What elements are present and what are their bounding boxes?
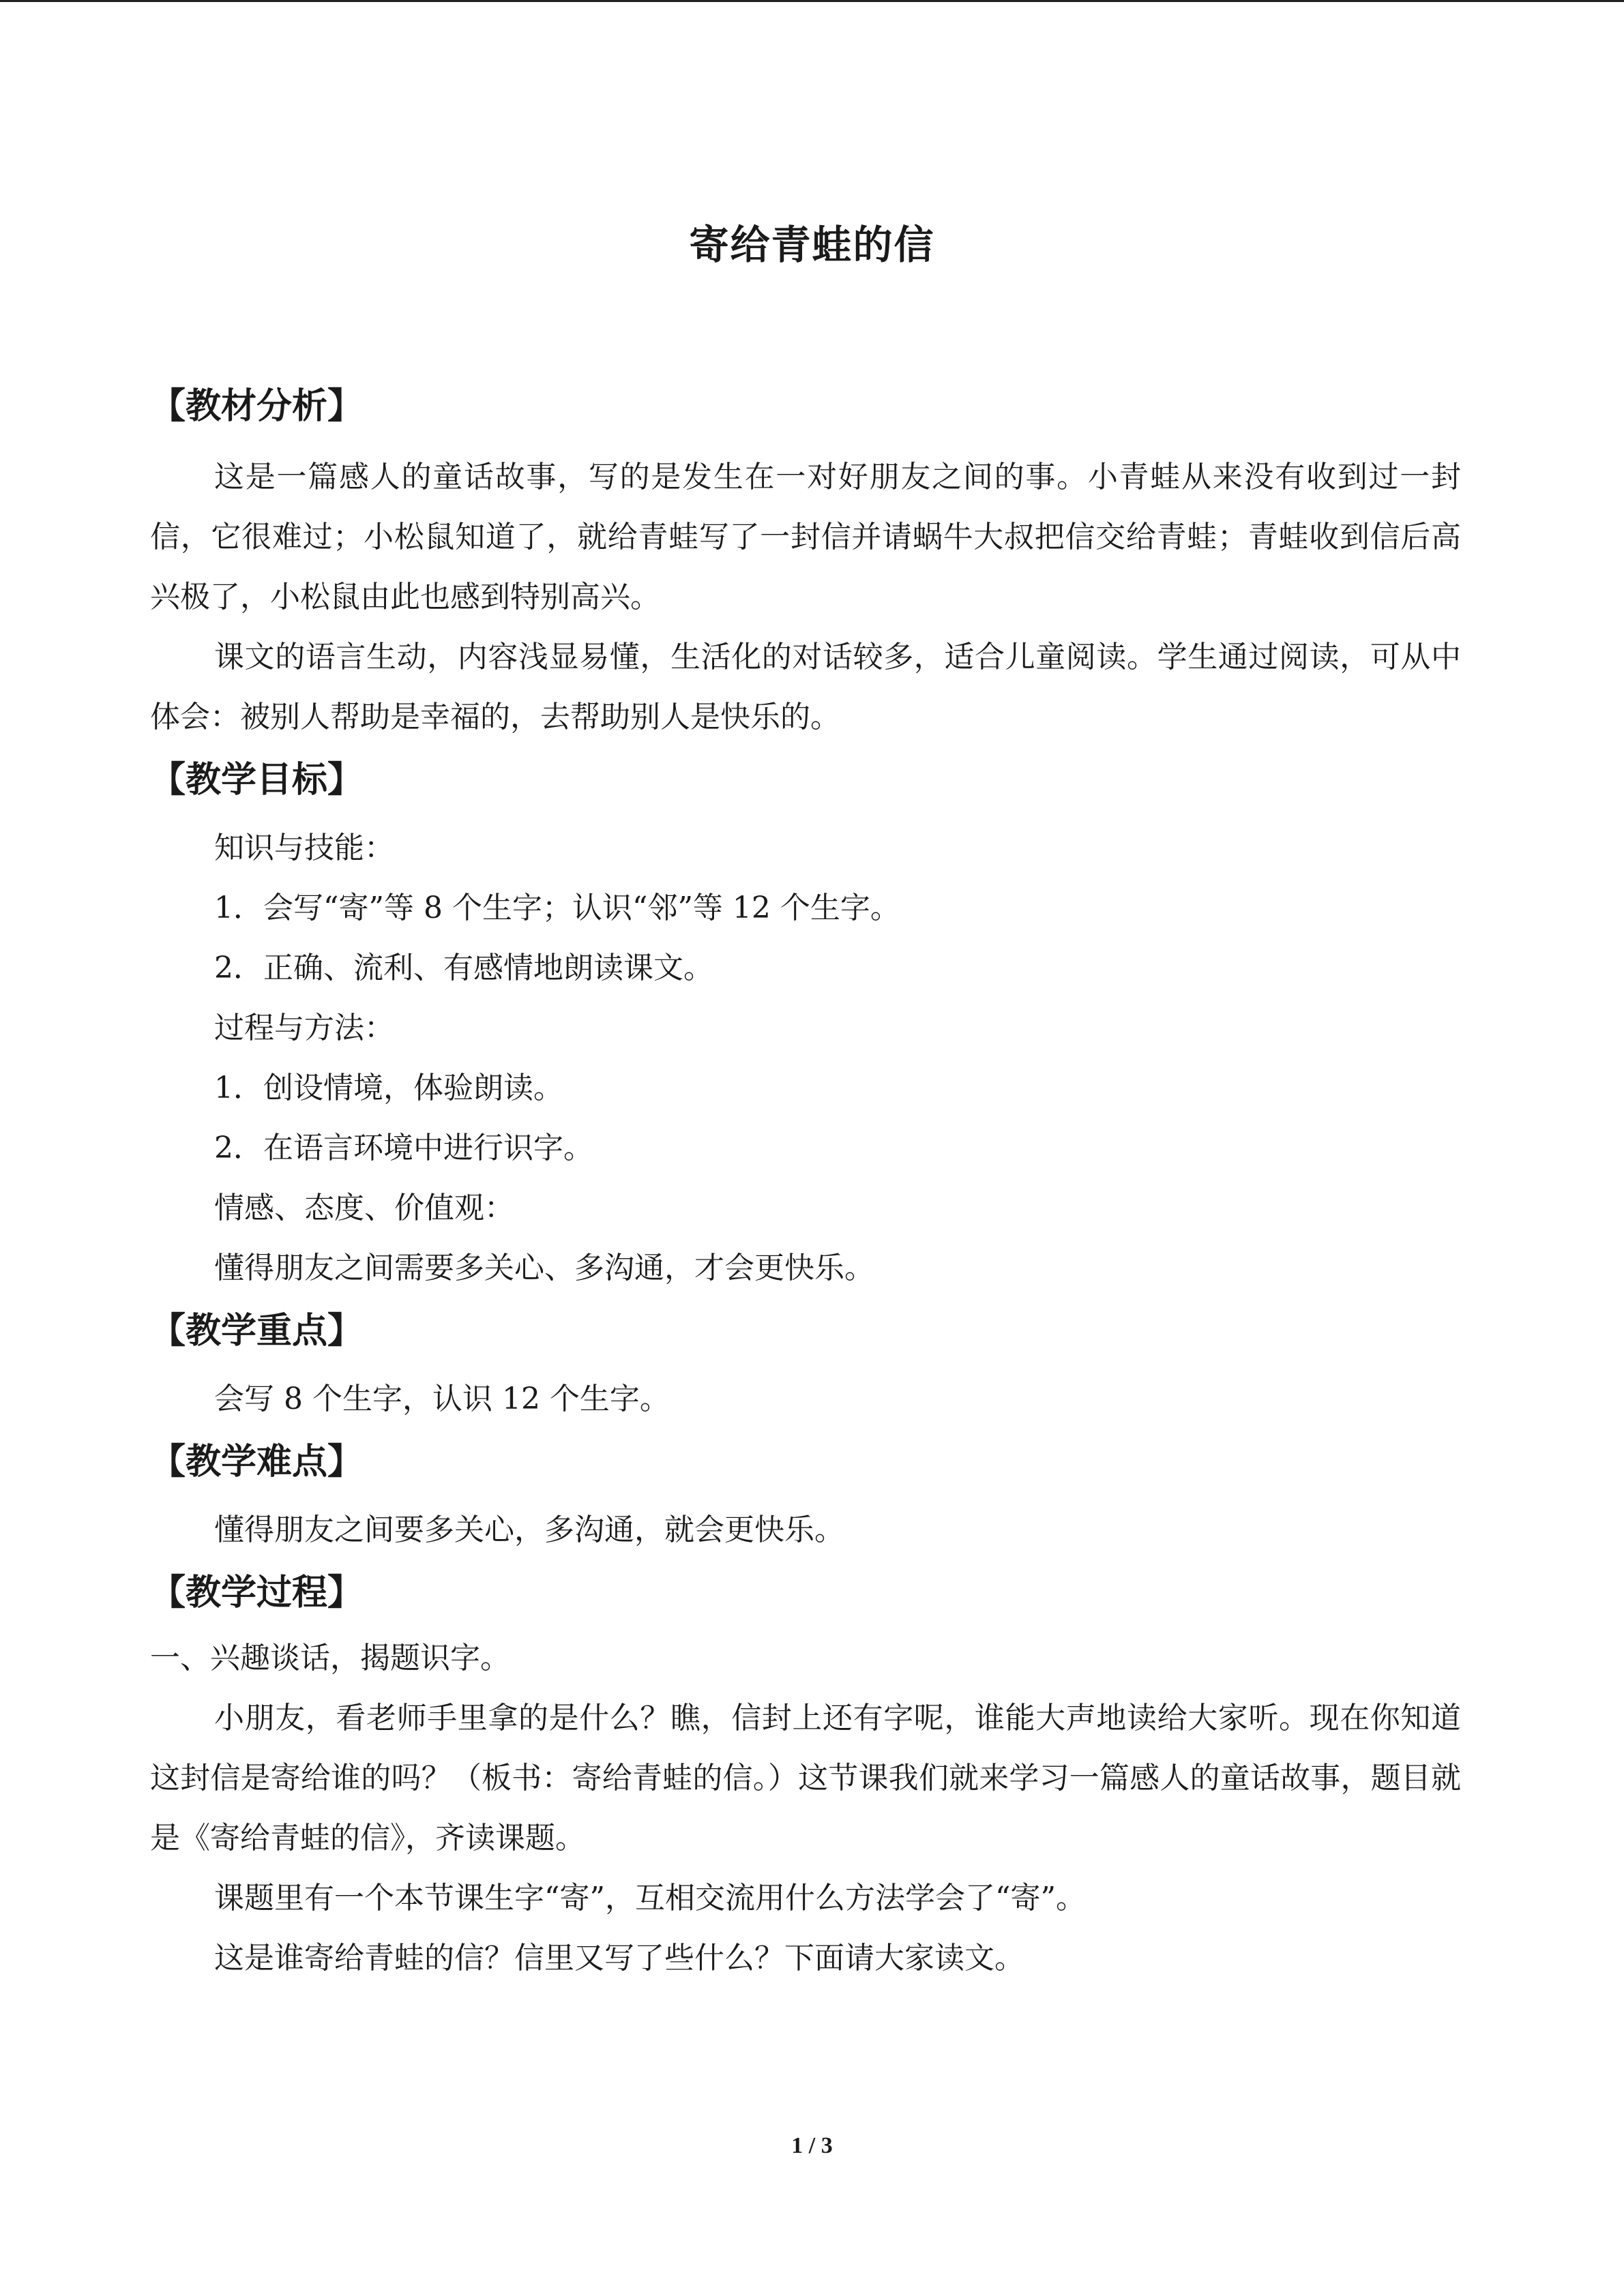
- key-points-text: 会写 8 个生字，认识 12 个生字。: [214, 1382, 670, 1416]
- goals-line: 1．创设情境，体验朗读。: [214, 1071, 563, 1105]
- process-step-title: 一、兴趣谈话，揭题识字。: [150, 1641, 510, 1675]
- document-title: 寄给青蛙的信: [689, 222, 935, 268]
- section-key-points: [150, 1307, 1461, 1429]
- goals-line: 1．会写“寄”等 8 个生字；认识“邻”等 12 个生字。: [214, 891, 900, 925]
- section-analysis: [150, 382, 1461, 747]
- analysis-paragraph-2: 课文的语言生动，内容浅显易懂，生活化的对话较多，适合儿童阅读。学生通过阅读，可从中体会：被别人帮助是幸福的，去帮助别人是快乐的。: [150, 640, 1461, 734]
- section-process: [150, 1568, 1461, 1988]
- document-body: [150, 382, 1461, 1988]
- section-heading-process: 【教学过程】: [150, 1572, 364, 1613]
- process-paragraph-3: 这是谁寄给青蛙的信？信里又写了些什么？下面请大家读文。: [214, 1941, 1024, 1976]
- goals-line: 过程与方法：: [214, 1011, 394, 1045]
- section-goals: [150, 756, 1461, 1298]
- difficulties-text: 懂得朋友之间要多关心，多沟通，就会更快乐。: [214, 1512, 844, 1547]
- goals-line: 情感、态度、价值观：: [214, 1191, 514, 1225]
- section-heading-analysis: 【教材分析】: [150, 386, 364, 427]
- analysis-paragraph-1: 这是一篇感人的童话故事，写的是发生在一对好朋友之间的事。小青蛙从来没有收到过一封信，它很难过；小松鼠知道了，就给青蛙写了一封信并请蜗牛大叔把信交给青蛙；青蛙收到信后高兴极了，小松鼠由此也感到特别高兴。: [150, 460, 1461, 614]
- section-heading-key-points: 【教学重点】: [150, 1311, 364, 1352]
- goals-line: 2．正确、流利、有感情地朗读课文。: [214, 951, 713, 985]
- goals-line: 知识与技能：: [214, 831, 394, 865]
- section-difficulties: [150, 1437, 1461, 1560]
- process-paragraph-1: 小朋友，看老师手里拿的是什么？瞧，信封上还有字呢，谁能大声地读给大家听。现在你知道这封信是寄给谁的吗？（板书：寄给青蛙的信。）这节课我们就来学习一篇感人的童话故事，题目就是《寄给青蛙的信》，齐读课题。: [150, 1701, 1461, 1855]
- section-heading-goals: 【教学目标】: [150, 760, 364, 801]
- process-paragraph-2: 课题里有一个本节课生字“寄”，互相交流用什么方法学会了“寄”。: [214, 1881, 1086, 1915]
- section-heading-difficulties: 【教学难点】: [150, 1442, 364, 1482]
- goals-line: 懂得朋友之间需要多关心、多沟通，才会更快乐。: [214, 1251, 874, 1285]
- page-top-border: [0, 0, 1624, 2]
- goals-line: 2．在语言环境中进行识字。: [214, 1131, 593, 1165]
- page-number: 1 / 3: [791, 2133, 833, 2158]
